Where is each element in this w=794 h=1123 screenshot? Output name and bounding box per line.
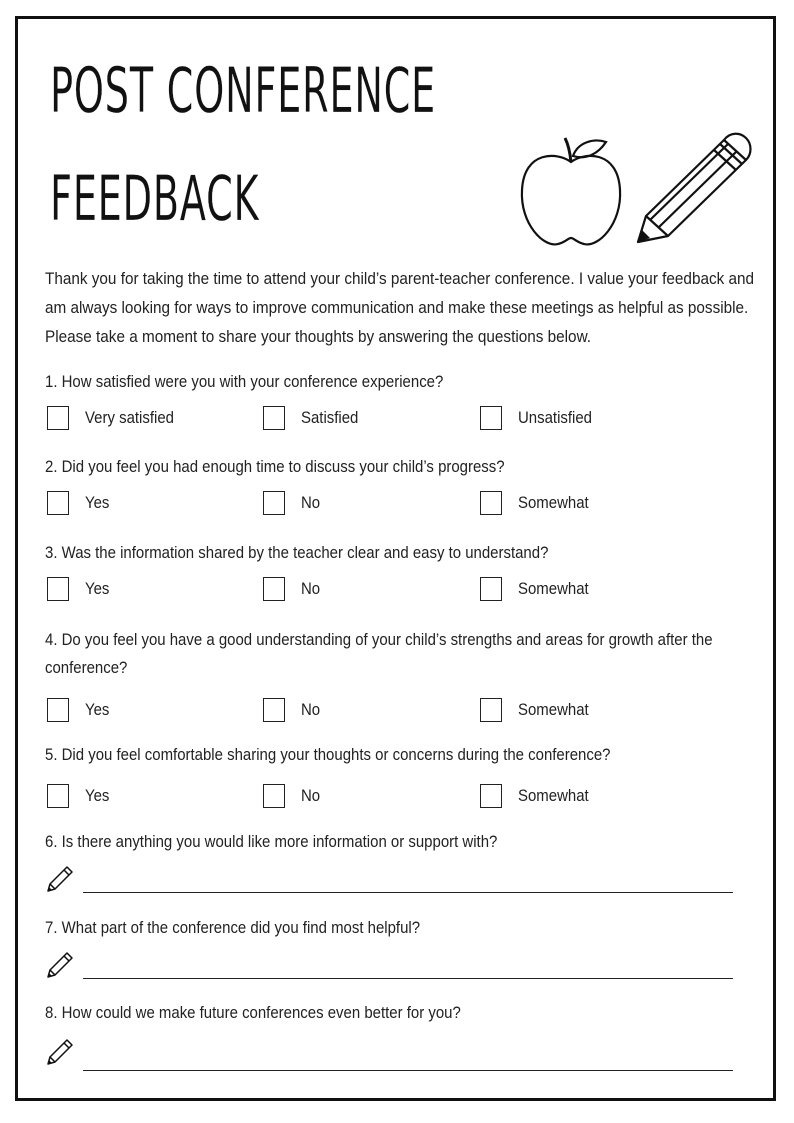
checkbox[interactable]: [480, 406, 502, 430]
checkbox[interactable]: [47, 577, 69, 601]
option-label: No: [301, 493, 321, 512]
checkbox[interactable]: [480, 491, 502, 515]
q1-option-1[interactable]: [47, 406, 186, 430]
q5-option-1[interactable]: [47, 784, 113, 808]
checkbox[interactable]: [263, 577, 285, 601]
pencil-icon: [45, 950, 75, 980]
q3-option-1[interactable]: [47, 577, 113, 601]
pencil-icon: [45, 864, 75, 894]
option-label: Yes: [85, 700, 110, 719]
option-label: Yes: [85, 579, 110, 598]
option-label: Somewhat: [518, 786, 589, 805]
question-6: 6. Is there anything you would like more information or support with?: [45, 832, 498, 851]
question-8: 8. How could we make future conferences even better for you?: [45, 1003, 461, 1022]
option-label: Yes: [85, 786, 110, 805]
q4-option-1[interactable]: [47, 698, 113, 722]
answer-line-8[interactable]: [83, 1070, 733, 1071]
apple-icon: [516, 132, 626, 248]
option-label: No: [301, 786, 321, 805]
intro-paragraph: Thank you for taking the time to attend your child’s parent-teacher conference. I value your feedback and am always looking for ways to improve communication and make these meetings as helpful as possible. Please take a moment to share your thoughts by answering the questions below.: [45, 269, 755, 346]
question-2: 2. Did you feel you had enough time to discuss your child’s progress?: [45, 457, 505, 476]
checkbox[interactable]: [480, 577, 502, 601]
option-label: No: [301, 579, 321, 598]
question-5: 5. Did you feel comfortable sharing your thoughts or concerns during the conference?: [45, 745, 611, 764]
q5-option-2[interactable]: [263, 784, 323, 808]
q3-option-3[interactable]: [480, 577, 598, 601]
checkbox[interactable]: [263, 698, 285, 722]
q2-option-1[interactable]: [47, 491, 113, 515]
question-1: 1. How satisfied were you with your conference experience?: [45, 372, 444, 391]
checkbox[interactable]: [480, 784, 502, 808]
q3-option-2[interactable]: [263, 577, 323, 601]
q5-option-3[interactable]: [480, 784, 598, 808]
answer-line-7[interactable]: [83, 978, 733, 979]
option-label: Somewhat: [518, 493, 589, 512]
answer-line-6[interactable]: [83, 892, 733, 893]
q1-option-3[interactable]: [480, 406, 602, 430]
page-title-line-1: POST CONFERENCE: [50, 54, 436, 127]
q4-option-2[interactable]: [263, 698, 323, 722]
checkbox[interactable]: [47, 491, 69, 515]
question-7: 7. What part of the conference did you find most helpful?: [45, 918, 421, 937]
q4-option-3[interactable]: [480, 698, 598, 722]
option-label: Somewhat: [518, 700, 589, 719]
option-label: Satisfied: [301, 408, 359, 427]
option-label: Unsatisfied: [518, 408, 593, 427]
checkbox[interactable]: [47, 406, 69, 430]
q2-option-3[interactable]: [480, 491, 598, 515]
q1-option-2[interactable]: [263, 406, 366, 430]
option-label: No: [301, 700, 321, 719]
checkbox[interactable]: [47, 784, 69, 808]
page-title-line-2: FEEDBACK: [50, 162, 260, 235]
option-label: Very satisfied: [85, 408, 174, 427]
checkbox[interactable]: [263, 491, 285, 515]
checkbox[interactable]: [263, 406, 285, 430]
question-3: 3. Was the information shared by the teacher clear and easy to understand?: [45, 543, 549, 562]
q2-option-2[interactable]: [263, 491, 323, 515]
checkbox[interactable]: [263, 784, 285, 808]
option-label: Somewhat: [518, 579, 589, 598]
checkbox[interactable]: [47, 698, 69, 722]
pencil-icon: [45, 1037, 75, 1067]
checkbox[interactable]: [480, 698, 502, 722]
pencil-icon: [628, 130, 754, 250]
question-4: 4. Do you feel you have a good understanding of your child’s strengths and areas for growth after the conference?: [45, 630, 713, 677]
option-label: Yes: [85, 493, 110, 512]
